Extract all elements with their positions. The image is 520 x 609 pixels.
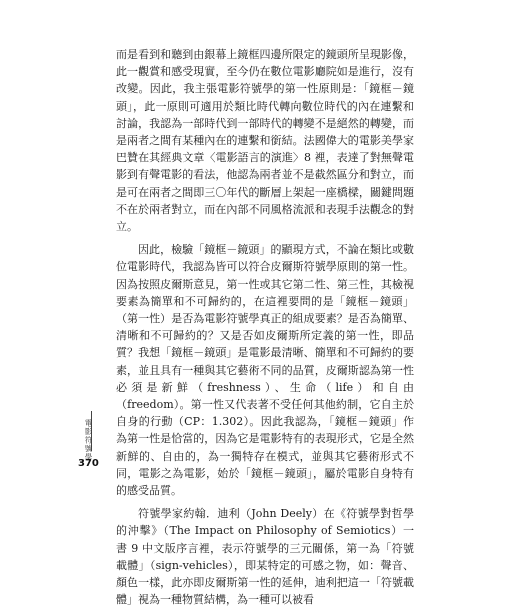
paragraph-1: 而是看到和聽到由銀幕上鏡框四邊所限定的鏡頭所呈現影像，此一觀賞和感受現實，至今仍在數位電影廳院如是進行，沒有改變。因此，我主張電影符號學的第一性原則是：「鏡框－鏡頭」，此一原則可適用於類比時代轉向數位時代的內在連繫和討論，我認為一部時代到一部時代的轉變不是絕然的轉變，而是兩者之間有某種內在的連繫和銜結。法國偉大的電影美學家巴贊在其經典文章〈電影語言的演進〉8 裡，表達了對無聲電影到有聲電影的看法，他認為兩者並不是截然區分和對立，而是可在兩者之間即三〇年代的斷層上架起一座橋樑，關鍵問題不在於兩者對立，而在內部不同風格流派和表現手法觀念的對立。	[116, 48, 414, 234]
body-text	[116, 46, 414, 609]
running-head: 電影符號學	[84, 419, 93, 462]
paragraph-2: 因此，檢驗「鏡框－鏡頭」的顯現方式，不論在類比或數位電影時代，我認為皆可以符合皮爾斯符號學原則的第一性。因為按照皮爾斯意見，第一性或其它第二性、第三性，其檢視要素為簡單和不可歸約的，在這裡要問的是「鏡框－鏡頭」（第一性）是否為電影符號學真正的組成要素？是否為簡單、清晰和不可歸約的？又是否如皮爾斯所定義的第一性，即品質？我想「鏡框－鏡頭」是電影最清晰、簡單和不可歸約的要素，並且具有一種與其它藝術不同的品質，皮爾斯認為第一性必須是新鮮（freshness）、生命（life）和自由（freedom）。第一性又代表著不受任何其他約制，它自主於自身的行動（CP：1.302）。因此我認為，「鏡框－鏡頭」作為第一性是恰當的，因為它是電影特有的表現形式，它是全然新鮮的、自由的，為一獨特存在模式，並與其它藝術形式不同，電影之為電影，始於「鏡框－鏡頭」，屬於電影自身特有的感受品質。	[116, 243, 414, 498]
page-number: 370	[78, 458, 99, 469]
paragraph-3: 符號學家約翰．迪利（John Deely）在《符號學對哲學的沖擊》（The Impact on Philosophy of Semiotics）一書 9 中文版序言裡，表示符號學的三元關係，第一為「符號載體」（sign-vehicles），即某特定的可感之物，如：聲音、顏色一樣，此亦即皮爾斯第一性的延伸，迪利把這一「符號載體」視為一種物質結構，為一種可以被看	[116, 507, 414, 607]
